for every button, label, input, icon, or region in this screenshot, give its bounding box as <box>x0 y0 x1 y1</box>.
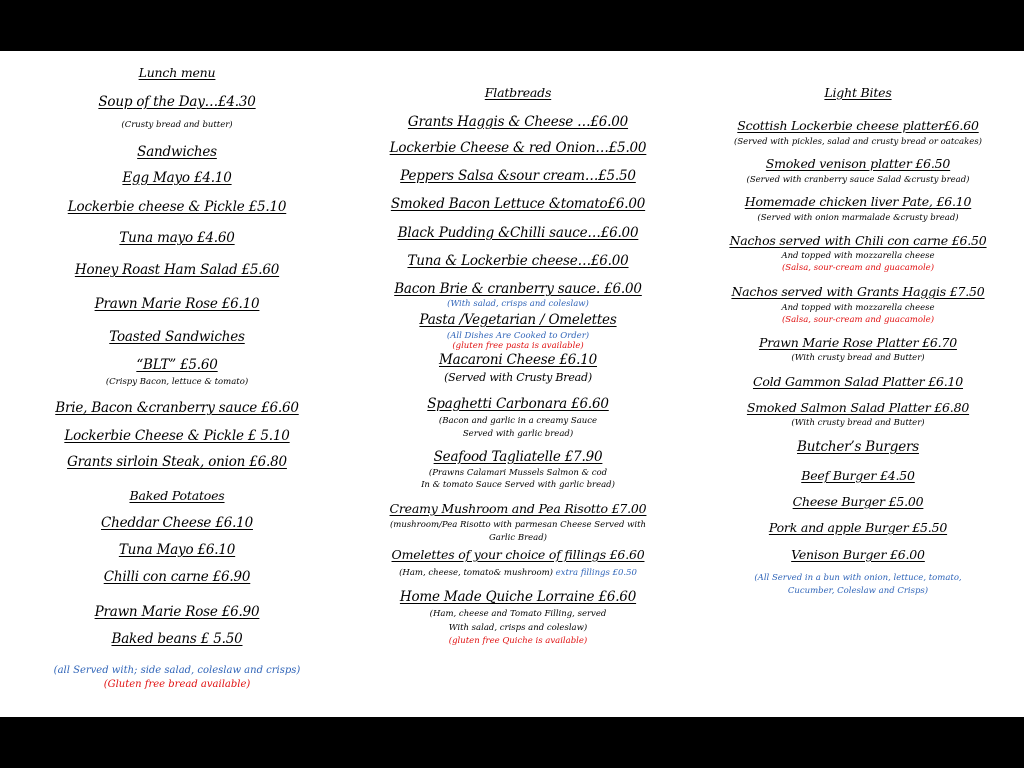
menu-item: Peppers Salsa &sour cream…£5.50 <box>400 168 636 184</box>
cheese-platter-note: (Served with pickles, salad and crusty bread or oatcakes) <box>734 137 982 147</box>
potatoes-heading: Baked Potatoes <box>129 488 225 503</box>
menu-item: Tuna mayo £4.60 <box>119 230 235 246</box>
gf-pasta-note: (gluten free pasta is available) <box>452 341 584 351</box>
served-note: (all Served with; side salad, coleslaw and crisps) <box>53 665 301 676</box>
extra-fillings: extra fillings £0.50 <box>555 568 637 578</box>
pasta-heading: Pasta /Vegetarian / Omelettes <box>419 312 617 328</box>
menu-item: Baked beans £ 5.50 <box>111 631 243 647</box>
omelette-fillings: (Ham, cheese, tomato& mushroom) <box>399 568 553 578</box>
menu-item: Brie, Bacon &cranberry sauce £6.60 <box>55 400 299 416</box>
burgers-note: (All Served in a bun with onion, lettuce, tomato, <box>754 573 962 583</box>
nachos-note: And topped with mozzarella cheese <box>781 303 935 313</box>
soup-item: Soup of the Day…£4.30 <box>98 94 256 110</box>
gluten-note: (Gluten free bread available) <box>103 679 251 690</box>
menu-item: Scottish Lockerbie cheese platter£6.60 <box>737 118 979 133</box>
menu-item: Cold Gammon Salad Platter £6.10 <box>752 374 964 389</box>
seafood-note: In & tomato Sauce Served with garlic bread) <box>421 480 615 490</box>
omelette-note <box>358 568 678 578</box>
menu-item: Tuna & Lockerbie cheese…£6.00 <box>407 253 629 269</box>
toasted-heading: Toasted Sandwiches <box>109 329 245 345</box>
menu-item: Lockerbie Cheese & red Onion…£5.00 <box>389 140 647 156</box>
menu-item: Prawn Marie Rose Platter £6.70 <box>759 335 957 350</box>
sandwiches-heading: Sandwiches <box>137 144 217 160</box>
blt-note: (Crispy Bacon, lettuce & tomato) <box>105 377 249 387</box>
venison-note: (Served with cranberry sauce Salad &crusty bread) <box>746 175 970 185</box>
menu-item: Pork and apple Burger £5.50 <box>768 520 948 535</box>
menu-item: Macaroni Cheese £6.10 <box>438 352 598 368</box>
menu-item: Beef Burger £4.50 <box>801 468 915 483</box>
menu-item: Nachos served with Chili con carne £6.50 <box>729 233 987 248</box>
menu-page <box>0 51 1024 717</box>
spaghetti-note: Served with garlic bread) <box>462 429 574 439</box>
menu-item: Grants sirloin Steak, onion £6.80 <box>67 454 287 470</box>
menu-item: Spaghetti Carbonara £6.60 <box>427 396 609 412</box>
salmon-note: (With crusty bread and Butter) <box>791 418 925 428</box>
macaroni-note: (Served with Crusty Bread) <box>444 371 592 384</box>
menu-item: Smoked venison platter £6.50 <box>765 156 951 171</box>
menu-item: Cheese Burger £5.00 <box>792 494 924 509</box>
menu-item: Home Made Quiche Lorraine £6.60 <box>399 589 637 605</box>
menu-item: Cheddar Cheese £6.10 <box>101 515 253 531</box>
menu-item: Egg Mayo £4.10 <box>122 170 232 186</box>
flatbreads-title: Flatbreads <box>484 85 552 100</box>
menu-item: Homemade chicken liver Pate, £6.10 <box>744 194 972 209</box>
menu-item: Nachos served with Grants Haggis £7.50 <box>731 284 985 299</box>
spaghetti-note: (Bacon and garlic in a creamy Sauce <box>438 416 598 426</box>
menu-item: Chilli con carne £6.90 <box>103 569 251 585</box>
burgers-heading: Butcher’s Burgers <box>797 439 919 455</box>
menu-item: Prawn Marie Rose £6.90 <box>94 604 260 620</box>
soup-note: (Crusty bread and butter) <box>121 120 233 130</box>
lunch-title: Lunch menu <box>138 65 216 80</box>
cooked-note: (All Dishes Are Cooked to Order) <box>446 331 590 341</box>
menu-item: Black Pudding &Chilli sauce…£6.00 <box>397 225 639 241</box>
quiche-note: (Ham, cheese and Tomato Filling, served <box>429 609 607 619</box>
risotto-note: (mushroom/Pea Risotto with parmesan Cheese Served with <box>389 520 647 530</box>
nachos-sides: (Salsa, sour-cream and guacamole) <box>781 263 935 273</box>
risotto-note: Garlic Bread) <box>489 533 547 543</box>
nachos-sides: (Salsa, sour-cream and guacamole) <box>781 315 935 325</box>
menu-item: Prawn Marie Rose £6.10 <box>94 296 260 312</box>
seafood-note: (Prawns Calamari Mussels Salmon & cod <box>428 468 608 478</box>
menu-item: Lockerbie cheese & Pickle £5.10 <box>67 199 287 215</box>
menu-item: Smoked Salmon Salad Platter £6.80 <box>746 400 970 415</box>
quiche-note: With salad, crisps and coleslaw) <box>448 623 588 633</box>
menu-item: Venison Burger £6.00 <box>791 547 925 562</box>
menu-item: Smoked Bacon Lettuce &tomato£6.00 <box>390 196 646 212</box>
burgers-note: Cucumber, Coleslaw and Crisps) <box>787 586 929 596</box>
quiche-gf-note: (gluten free Quiche is available) <box>448 636 588 646</box>
menu-item: Bacon Brie & cranberry sauce. £6.00 <box>394 281 642 297</box>
menu-item: Tuna Mayo £6.10 <box>118 542 236 558</box>
menu-item: Omelettes of your choice of fillings £6.60 <box>391 547 645 562</box>
menu-item: Seafood Tagliatelle £7.90 <box>433 449 603 465</box>
menu-item: Honey Roast Ham Salad £5.60 <box>74 262 280 278</box>
menu-item: Lockerbie Cheese & Pickle £ 5.10 <box>64 428 290 444</box>
menu-item: “BLT” £5.60 <box>136 357 218 373</box>
pate-note: (Served with onion marmalade &crusty bread) <box>757 213 959 223</box>
prawn-platter-note: (With crusty bread and Butter) <box>791 353 925 363</box>
light-bites-title: Light Bites <box>824 85 892 100</box>
menu-item: Creamy Mushroom and Pea Risotto £7.00 <box>389 501 647 516</box>
salad-note: (With salad, crisps and coleslaw) <box>447 299 589 309</box>
menu-item: Grants Haggis & Cheese …£6.00 <box>407 114 629 130</box>
nachos-note: And topped with mozzarella cheese <box>781 251 935 261</box>
